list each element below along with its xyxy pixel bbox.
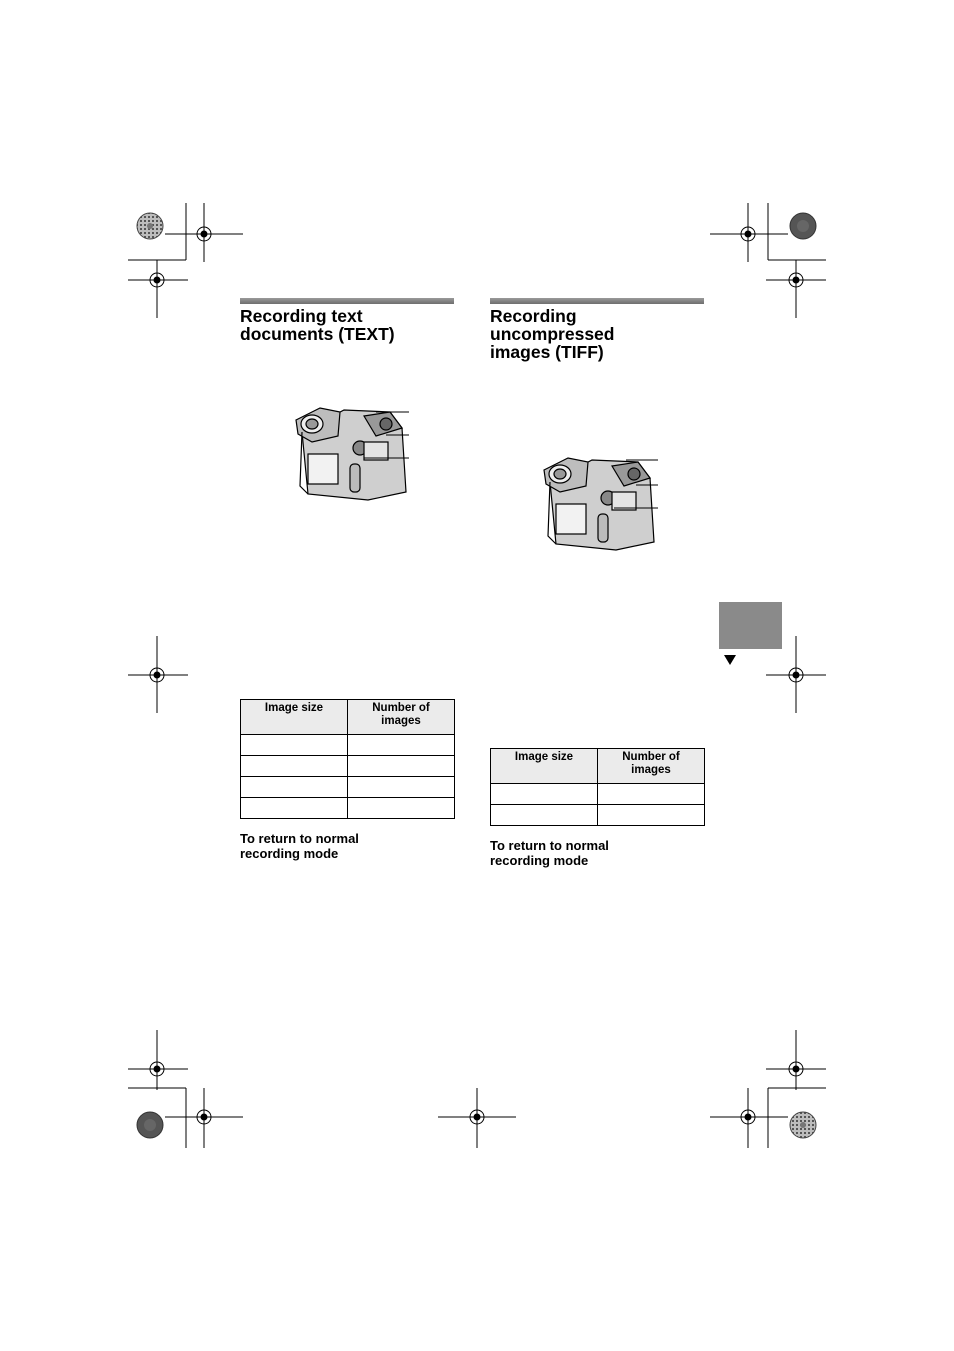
title-line: uncompressed [490, 324, 615, 344]
spec-table-text [240, 699, 455, 819]
table-row [241, 756, 455, 777]
title-line: Recording [490, 306, 577, 326]
continued-arrow-icon [724, 655, 736, 665]
crosshair-icon [128, 203, 826, 1148]
table-row [491, 784, 705, 805]
section-title-text [240, 307, 460, 343]
section-bar-left [240, 298, 454, 304]
camera-illustration-left [294, 402, 424, 502]
starburst-icon [137, 213, 816, 1138]
section-title-tiff [490, 307, 710, 361]
column-header-image-size: Image size [491, 749, 598, 784]
title-line: Recording text [240, 306, 363, 326]
section-bar-right [490, 298, 704, 304]
table-row [241, 777, 455, 798]
table-row [241, 735, 455, 756]
column-header-number-of-images: Number of images [598, 749, 705, 784]
table-row [491, 805, 705, 826]
chapter-tab [719, 602, 782, 649]
camera-illustration-right [542, 452, 672, 552]
title-line: images (TIFF) [490, 342, 604, 362]
spec-table-tiff [490, 748, 705, 826]
column-header-image-size: Image size [241, 700, 348, 735]
return-to-normal-heading: To return to normal recording mode [240, 831, 359, 861]
return-to-normal-heading: To return to normal recording mode [490, 838, 609, 868]
column-header-number-of-images: Number of images [348, 700, 455, 735]
title-line: documents (TEXT) [240, 324, 395, 344]
table-row [241, 798, 455, 819]
